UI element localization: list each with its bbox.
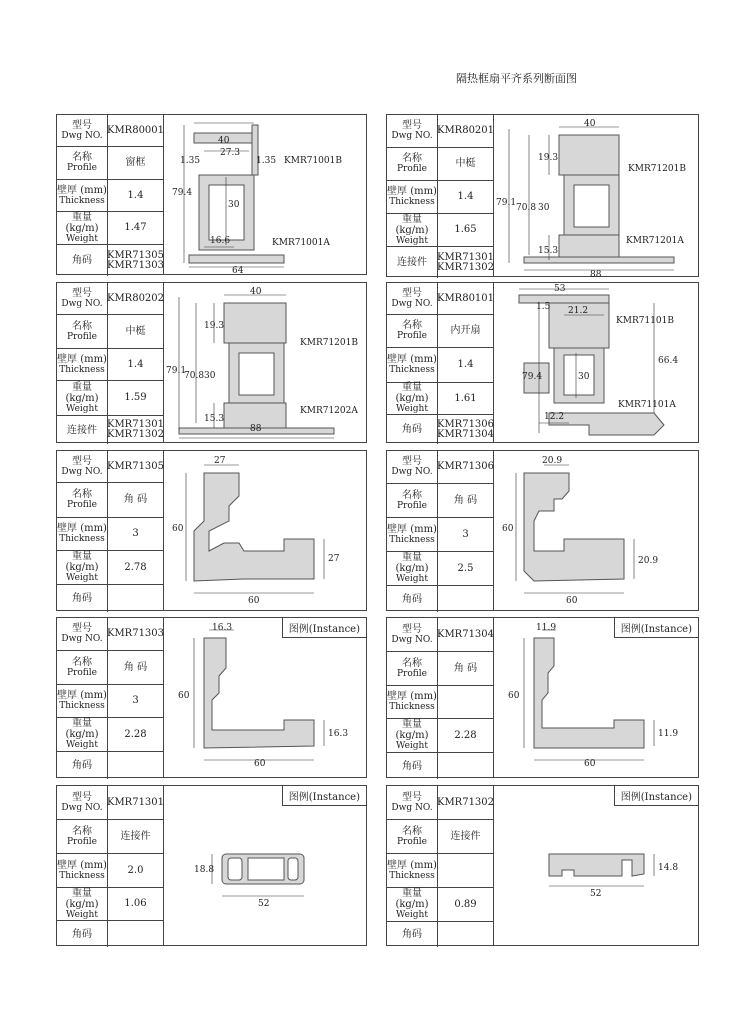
thickness-label-cn: 壁厚 (mm) [57,523,107,534]
profile-drawing [164,451,366,610]
dwg-label-cn: 型号 [402,287,422,299]
dwg-value: KMR71306 [436,461,495,472]
section-drawing-svg [164,618,368,779]
weight-value: 1.47 [124,222,147,233]
dim-mid: 30 [538,203,550,213]
dim-right: 16.3 [328,729,349,739]
profile-drawing [164,786,366,945]
row-thickness [387,181,493,214]
thickness-label-en: Thickness [389,702,435,712]
profile-card-kmr71301 [56,785,367,946]
instance-label: 图例(Instance) [614,786,698,806]
profile-value: 角 码 [123,494,148,505]
dim-left: 60 [502,524,514,534]
profile-card-kmr80001 [56,114,367,275]
dwg-label-cn: 型号 [72,287,92,299]
row-weight [387,888,493,922]
section-drawing-svg [164,786,368,947]
profile-label-cn: 名称 [402,489,422,501]
dwg-label-en: Dwg NO. [61,130,103,141]
profile-value: 窗框 [125,157,146,168]
dwg-label-cn: 型号 [402,623,422,635]
dwg-value: KMR71301 [106,796,165,808]
part-label-a: KMR71001A [272,238,330,248]
row-dwg [57,618,163,651]
row-dwg [387,618,493,652]
bottom-value-2: KMR71304 [436,428,495,440]
part-label-a: KMR71201A [626,236,684,246]
dwg-value: KMR80201 [436,125,495,136]
profile-card-kmr80101 [386,282,699,443]
profile-label-cn: 名称 [402,657,422,669]
profile-label-en: Profile [67,331,97,342]
weight-value: 1.61 [454,392,477,404]
dim-height: 79.4 [522,372,543,382]
section-drawing-svg [494,283,700,444]
thickness-value: 3 [132,695,139,706]
spec-table [387,618,494,777]
bottom-label: 角码 [72,255,92,266]
row-bottom [387,415,493,444]
dim-mid: 30 [228,200,240,210]
row-bottom [57,585,163,612]
profile-label-cn: 名称 [72,825,92,837]
bottom-label: 连接件 [397,257,427,268]
row-thickness [387,518,493,552]
weight-label-cn: 重量 (kg/m) [395,382,429,404]
dim-bottom: 60 [566,596,578,606]
row-profile [387,315,493,348]
instance-label: 图例(Instance) [614,618,698,638]
weight-label-cn: 重量 (kg/m) [65,381,99,404]
dwg-label-en: Dwg NO. [391,634,433,645]
dim-right: 27 [328,554,340,564]
row-profile [387,484,493,518]
row-profile [387,148,493,181]
weight-label-cn: 重量 (kg/m) [395,719,429,741]
section-drawing-svg [494,115,700,278]
bottom-value-1: KMR71306 [436,418,495,430]
dim-bottom: 52 [590,889,602,899]
thickness-label-en: Thickness [389,534,435,545]
dim-h2: 70.8 [184,371,205,381]
weight-value: 2.28 [124,728,147,740]
weight-value: 2.28 [454,729,477,741]
dim-mid: 30 [578,372,590,382]
weight-label-cn: 重量 (kg/m) [395,552,429,574]
profile-value: 中梃 [125,325,146,337]
bottom-label: 角码 [72,928,92,940]
thickness-label-cn: 壁厚 (mm) [57,690,107,701]
thickness-label-cn: 壁厚 (mm) [387,523,437,535]
dim-small-top: 1.5 [536,302,551,312]
dwg-label-cn: 型号 [72,119,92,131]
dim-a: 19.3 [538,153,559,163]
bottom-label: 角码 [402,760,422,772]
profile-label-en: Profile [67,163,97,173]
row-bottom [57,752,163,779]
bottom-value-1: KMR71301 [106,419,165,430]
row-dwg [57,115,163,147]
row-weight [57,551,163,585]
thickness-value: 1.4 [457,191,474,202]
dwg-label-cn: 型号 [402,456,422,467]
profile-card-kmr71302 [386,785,699,946]
part-label-b: KMR71001B [284,156,342,166]
profile-value: 连接件 [120,830,151,842]
dim-bottom: 52 [258,899,270,909]
weight-label-en: Weight [396,574,428,584]
row-thickness [57,854,163,888]
bottom-label: 角码 [402,593,422,605]
row-thickness [387,686,493,719]
row-thickness [387,854,493,888]
thickness-label-cn: 壁厚 (mm) [387,354,437,365]
spec-table [387,451,494,610]
weight-label-cn: 重量 (kg/m) [395,888,429,910]
weight-label-en: Weight [66,740,98,750]
dwg-label-en: Dwg NO. [391,467,433,477]
row-dwg [387,283,493,315]
profile-label-cn: 名称 [72,152,92,163]
part-label-b: KMR71201B [300,338,358,348]
profile-label-en: Profile [397,164,427,174]
spec-table [387,786,494,945]
dim-height: 79.1 [166,366,187,376]
row-weight [57,888,163,921]
dwg-label-cn: 型号 [72,623,92,634]
thickness-label-en: Thickness [59,870,105,881]
dwg-value: KMR71303 [106,628,165,639]
profile-drawing [164,115,366,274]
dwg-label-en: Dwg NO. [391,131,433,141]
row-dwg [57,451,163,483]
row-profile [57,147,163,180]
dim-height: 79.1 [496,198,517,208]
dim-small: 16.6 [210,236,231,246]
profile-drawing [494,115,698,276]
dim-top: 40 [250,287,262,297]
dim-h2: 70.8 [516,203,537,213]
weight-value: 2.78 [124,561,147,573]
row-weight [387,383,493,415]
profile-label-cn: 名称 [402,320,422,331]
profile-drawing [164,618,366,777]
profile-label-en: Profile [397,331,427,341]
bottom-label: 角码 [72,760,92,771]
dim-right: 1.35 [256,156,277,166]
row-thickness [57,349,163,381]
profile-label-en: Profile [67,667,97,678]
row-thickness [57,685,163,718]
thickness-label-cn: 壁厚 (mm) [387,691,437,702]
dim-bottom: 88 [250,424,262,434]
dim-top: 20.9 [542,456,563,466]
dim-right: 11.9 [658,729,679,739]
weight-label-cn: 重量 (kg/m) [65,551,99,573]
section-drawing-svg [164,283,368,444]
dim-left: 18.8 [194,865,215,875]
row-bottom [387,586,493,612]
profile-label-en: Profile [397,836,427,847]
profile-drawing [494,451,698,610]
bottom-value-2: KMR71303 [106,259,165,271]
part-label-b: KMR71101B [616,316,674,326]
bottom-label: 角码 [72,593,92,604]
profile-card-kmr71303 [56,617,367,778]
dwg-label-en: Dwg NO. [61,802,103,813]
thickness-label-cn: 壁厚 (mm) [387,186,437,197]
thickness-label-en: Thickness [59,534,105,544]
section-drawing-svg [494,451,700,612]
spec-table [57,115,164,274]
profile-value: 内开扇 [450,325,481,336]
weight-label-cn: 重量 (kg/m) [65,887,99,910]
profile-value: 中梃 [455,158,476,169]
dwg-label-en: Dwg NO. [61,466,103,477]
dim-left: 60 [508,691,520,701]
dwg-value: KMR80001 [106,124,165,136]
section-drawing-svg [494,618,700,779]
weight-label-cn: 重量 (kg/m) [395,213,429,236]
dim-right: 14.8 [658,863,679,873]
thickness-label-en: Thickness [59,701,105,711]
dwg-value: KMR80202 [106,292,165,304]
row-thickness [387,348,493,383]
row-bottom [387,922,493,947]
thickness-label-en: Thickness [59,195,105,206]
profile-card-kmr71305 [56,450,367,611]
dim-top: 53 [554,284,566,294]
section-drawing-svg [164,451,368,612]
row-thickness [57,518,163,551]
dim-a: 19.3 [204,321,225,331]
dwg-value: KMR71304 [436,628,495,640]
part-label-a: KMR71101A [618,400,676,410]
weight-value: 1.06 [124,898,147,909]
bottom-label: 连接件 [67,424,97,436]
weight-label-en: Weight [396,910,428,920]
thickness-label-cn: 壁厚 (mm) [387,859,437,871]
thickness-value: 3 [462,528,469,540]
profile-label-cn: 名称 [402,153,422,164]
part-label-a: KMR71202A [300,406,358,416]
section-drawing-svg [164,115,368,276]
thickness-label-en: Thickness [389,197,435,207]
bottom-value-2: KMR71302 [106,429,165,440]
dim-top: 40 [584,119,596,129]
weight-label-en: Weight [396,404,428,414]
weight-value: 0.89 [454,898,477,910]
profile-card-kmr80202 [56,282,367,443]
dim-b: 15.3 [538,246,559,256]
thickness-label-en: Thickness [389,365,435,375]
thickness-value: 3 [132,528,139,539]
instance-label: 图例(Instance) [282,786,366,806]
weight-value: 1.59 [124,392,147,403]
thickness-value: 1.4 [127,358,144,370]
profile-value: 角 码 [453,494,478,506]
bottom-value-1: KMR71301 [436,251,495,263]
bottom-value-2: KMR71302 [436,261,495,273]
profile-card-kmr71304 [386,617,699,778]
dwg-label-en: Dwg NO. [61,298,103,309]
thickness-label-cn: 壁厚 (mm) [57,353,107,365]
dim-bottom: 88 [590,270,602,278]
dwg-value: KMR80101 [436,292,495,304]
row-dwg [387,451,493,484]
dim-left: 60 [172,524,184,534]
row-profile [387,820,493,854]
weight-label-en: Weight [66,573,98,583]
row-profile [57,483,163,518]
spec-table [57,786,164,945]
row-profile [57,651,163,685]
bottom-value-1: KMR71305 [106,249,165,261]
row-weight [387,214,493,247]
dim-top: 11.9 [536,623,557,633]
row-bottom [57,416,163,444]
row-bottom [387,247,493,278]
dim-inner: 21.2 [568,306,589,316]
row-weight [57,381,163,416]
thickness-label-cn: 壁厚 (mm) [57,859,107,871]
thickness-value: 1.4 [457,359,474,370]
dim-b: 15.3 [204,414,225,424]
section-drawing-svg [494,786,700,947]
dim-top: 27 [214,456,226,466]
bottom-label: 角码 [402,424,422,435]
dim-small: 12.2 [544,412,565,422]
row-bottom [57,245,163,276]
row-weight [387,719,493,753]
bottom-label: 角码 [402,929,422,940]
spec-table [387,115,494,276]
row-profile [57,820,163,854]
profile-value: 角 码 [123,661,148,673]
thickness-value: 1.4 [127,189,144,201]
thickness-value: 2.0 [127,864,144,876]
profile-card-kmr80201 [386,114,699,277]
part-label-b: KMR71201B [628,164,686,174]
dim-mid: 30 [204,371,216,381]
dim-height: 79.4 [172,188,193,198]
row-profile [387,652,493,686]
thickness-label-en: Thickness [389,870,435,881]
row-dwg [387,115,493,148]
profile-drawing [494,618,698,777]
profile-label-cn: 名称 [72,656,92,668]
dim-bottom: 60 [254,759,266,769]
profile-value: 角 码 [453,662,478,674]
profile-label-en: Profile [67,500,97,510]
row-profile [57,315,163,349]
weight-label-en: Weight [396,741,428,751]
dwg-label-en: Dwg NO. [391,802,433,813]
dim-left: 1.35 [180,156,201,166]
thickness-label-cn: 壁厚 (mm) [57,184,107,196]
weight-value: 1.65 [454,224,477,235]
dwg-label-cn: 型号 [402,791,422,803]
spec-table [57,451,164,610]
row-weight [57,718,163,752]
profile-label-en: Profile [397,500,427,511]
profile-card-kmr71306 [386,450,699,611]
thickness-label-en: Thickness [59,364,105,375]
spec-table [57,618,164,777]
page-title: 隔热框扇平齐系列断面图 [456,72,577,85]
profile-label-cn: 名称 [72,489,92,500]
profile-drawing [164,283,366,442]
dwg-label-cn: 型号 [72,791,92,803]
dwg-label-cn: 型号 [402,120,422,131]
weight-label-cn: 重量 (kg/m) [65,211,99,234]
row-bottom [387,753,493,779]
dim-left: 60 [178,691,190,701]
dim-top: 16.3 [212,623,233,633]
dwg-label-en: Dwg NO. [391,298,433,309]
profile-drawing [494,283,698,442]
dwg-label-en: Dwg NO. [61,634,103,644]
weight-label-en: Weight [396,235,428,246]
profile-label-cn: 名称 [72,320,92,332]
row-dwg [387,786,493,820]
instance-label: 图例(Instance) [282,618,366,638]
profile-drawing [494,786,698,945]
dwg-value: KMR71305 [106,460,165,472]
row-bottom [57,921,163,947]
dim-bottom: 60 [248,596,260,606]
row-dwg [57,786,163,820]
dwg-value: KMR71302 [436,796,495,808]
weight-label-en: Weight [66,909,98,920]
dim-inner: 27.3 [220,148,241,158]
dwg-label-cn: 型号 [72,455,92,467]
profile-label-en: Profile [397,668,427,679]
weight-label-en: Weight [66,403,98,414]
dim-top: 40 [218,136,230,146]
dim-right: 20.9 [638,556,659,566]
profile-label-en: Profile [67,836,97,847]
row-dwg [57,283,163,315]
dim-bottom: 60 [584,759,596,769]
weight-label-cn: 重量 (kg/m) [65,718,99,740]
spec-table [387,283,494,442]
row-thickness [57,180,163,212]
dim-bottom: 64 [232,266,244,276]
row-weight [57,212,163,245]
profile-label-cn: 名称 [402,825,422,837]
row-weight [387,552,493,586]
weight-label-en: Weight [66,233,98,244]
weight-value: 2.5 [457,562,474,574]
spec-table [57,283,164,442]
dim-right: 66.4 [658,356,679,366]
profile-value: 连接件 [450,830,481,842]
